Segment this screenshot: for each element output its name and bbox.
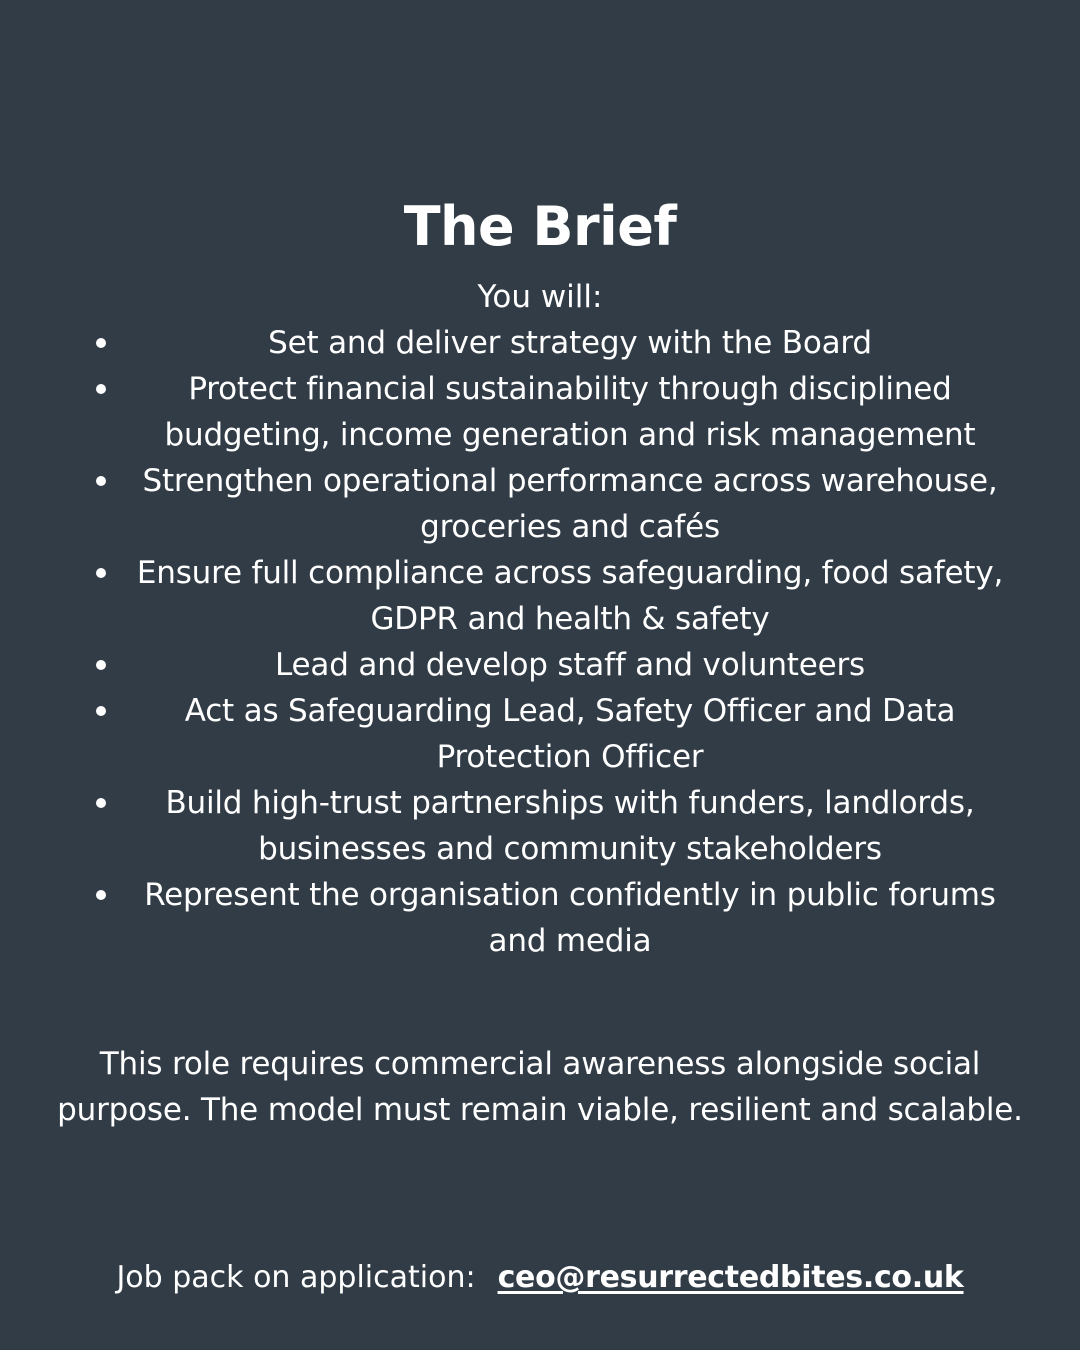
list-item-text: Build high-trust partnerships with funders, landlords, businesses and community stakeholders [165,785,975,867]
list-item [0,872,1080,964]
footer-label: Job pack on application: [116,1260,476,1295]
bullet-icon [96,660,106,670]
list-item-text: Lead and develop staff and volunteers [275,647,865,683]
list-item-text: Represent the organisation confidently in public forums and media [144,877,996,959]
bullet-icon [96,338,106,348]
list-item-text: Protect financial sustainability through disciplined budgeting, income generation and risk management [164,371,976,453]
page-title: The Brief [403,195,677,259]
bullet-icon [96,568,106,578]
list-item [0,550,1080,642]
footer [0,1256,1080,1300]
list-item [0,458,1080,550]
list-item [0,780,1080,872]
list-item-text: Act as Safeguarding Lead, Safety Officer and Data Protection Officer [184,693,956,775]
email-link[interactable]: ceo@resurrectedbites.co.uk [497,1260,964,1295]
bullet-icon [96,798,106,808]
list-item-text: Strengthen operational performance across warehouse, groceries and cafés [142,463,998,545]
intro-text: You will: [477,279,603,315]
list-item-text: Ensure full compliance across safeguarding, food safety, GDPR and health & safety [136,555,1004,637]
bullet-icon [96,384,106,394]
closing-paragraph: This role requires commercial awareness alongside social purpose. The model must remain viable, resilient and scalable. [57,1046,1023,1128]
bullet-icon [96,890,106,900]
responsibilities-list [0,320,1080,964]
bullet-icon [96,706,106,716]
list-item-text: Set and deliver strategy with the Board [268,325,872,361]
list-item [0,642,1080,688]
list-item [0,366,1080,458]
list-item [0,688,1080,780]
list-item [0,320,1080,366]
bullet-icon [96,476,106,486]
